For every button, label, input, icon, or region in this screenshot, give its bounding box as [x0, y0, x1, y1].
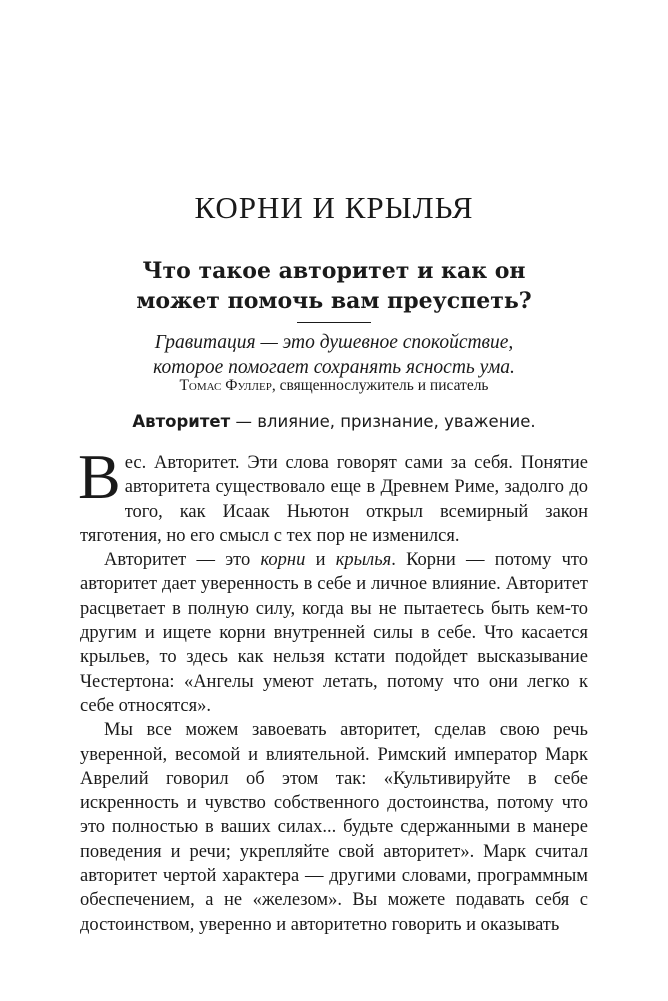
drop-cap: В [78, 441, 121, 512]
paragraph-2-emphasis-wings: крылья [335, 550, 392, 571]
paragraph-1-text: ес. Авторитет. Эти слова говорят сами за себя. Понятие авторитета существовало еще в Древнем Риме, задолго до того, как Исаак Ньютон открыл всемирный закон тяготения, но его смысл с тех пор не изменился. [80, 453, 588, 546]
paragraph-3-text: Мы все можем завоевать авторитет, сделав свою речь уверенной, весомой и влиятельной. Римский император Марк Аврелий говорил об этом так: «Культивируйте в себе искренность и чувство собственного достоинства, потому что это полностью в ваших силах... будьте сдержанными в манере поведения и речи; укрепляйте свой авторитет». Марк считал авторитет чертой характера — другими словами, программным обеспечением, а не «железом». Вы можете подавать себя с достоинством, уверенно и авторитетно говорить и оказывать [80, 720, 588, 935]
epigraph [0, 330, 668, 380]
definition-text: — влияние, признание, уважение. [230, 412, 536, 431]
paragraph-1 [78, 441, 588, 548]
definition-term: Авторитет [132, 412, 231, 431]
paragraph-2-text-b: и [305, 550, 336, 571]
attribution-name: Томас Фуллер [179, 377, 272, 394]
subtitle-line-1: Что такое авторитет и как он [142, 258, 526, 284]
subtitle-line-2: может помочь вам преуспеть? [136, 288, 532, 314]
epigraph-line-2: которое помогает сохранять ясность ума. [153, 357, 515, 378]
paragraph-2-emphasis-roots: корни [260, 550, 306, 571]
definition [0, 411, 668, 432]
chapter-subtitle [0, 256, 668, 316]
epigraph-line-1: Гравитация — это душевное спокойствие, [154, 332, 514, 353]
paragraph-3 [80, 718, 588, 937]
attribution-role: , священнослужитель и писатель [271, 377, 489, 394]
paragraph-2 [80, 548, 588, 718]
body-text [78, 441, 588, 937]
subtitle-divider [297, 322, 371, 323]
paragraph-2-text-c: . Корни — потому что авторитет дает уверенность в себе и личное влияние. Авторитет расцветает в полную силу, когда вы не пытаетесь быть кем-то другим и ищете корни внутренней силы в себе. Что касается крыльев, то здесь как нельзя кстати подойдет высказывание Честертона: «Ангелы умеют летать, потому что они легко к себе относятся». [80, 550, 588, 716]
paragraph-2-text-a: Авторитет — это [104, 550, 261, 571]
chapter-title: КОРНИ И КРЫЛЬЯ [194, 190, 474, 225]
epigraph-attribution [0, 377, 668, 395]
